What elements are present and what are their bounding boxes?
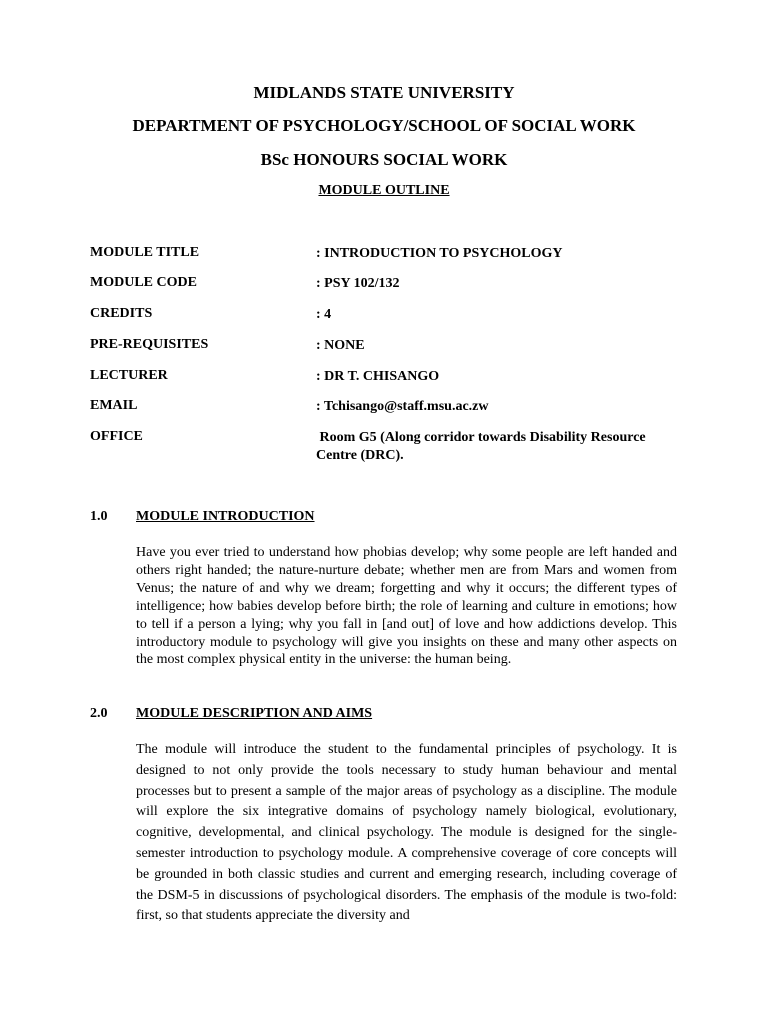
info-value: Room G5 (Along corridor towards Disability Resource Centre (DRC). [316, 430, 650, 463]
section-body-introduction: Have you ever tried to understand how phobias develop; why some people are left handed and others right handed; the nature-nurture debate; whether men are from Mars and women from Venus; the nature of and why we dream; forgetting and why it occurs; the different types of intelligence; how babies develop before birth; the role of learning and culture in emotions; how to tell if a person a lying; why you fall in [and out] of love and how addictions develop. This introductory module to psychology will give you insights on these and many other aspects on the most complex physical entity in the universe: the human being. [136, 545, 677, 668]
section-number: 1.0 [90, 509, 108, 524]
info-label: MODULE TITLE [90, 245, 200, 260]
department-title: DEPARTMENT OF PSYCHOLOGY/SCHOOL OF SOCIAL WORK [132, 116, 636, 135]
section-body-description: The module will introduce the student to the fundamental principles of psychology. It is designed to not only provide the tools necessary to study human behaviour and mental processes but to present a sample of the major areas of psychology as a discipline. The module will explore the six integrative domains of psychology namely biological, evolutionary, cognitive, developmental, and clinical psychology. The module is designed for the single-semester introduction to psychology module. A comprehensive coverage of core concepts will be grounded in both classic studies and current and emerging research, including coverage of the DSM-5 in discussions of psychological disorders. The emphasis of the module is two-fold: first, so that students appreciate the diversity and [136, 742, 677, 924]
info-label: OFFICE [90, 429, 143, 444]
university-title: MIDLANDS STATE UNIVERSITY [253, 83, 515, 102]
info-label: MODULE CODE [90, 275, 197, 290]
info-label: PRE-REQUISITES [90, 337, 209, 352]
section-title: MODULE DESCRIPTION AND AIMS [136, 706, 373, 721]
info-value-email[interactable]: : Tchisango@staff.msu.ac.zw [316, 399, 489, 414]
section-title: MODULE INTRODUCTION [136, 509, 315, 524]
info-value: : INTRODUCTION TO PSYCHOLOGY [316, 246, 563, 261]
programme-title: BSc HONOURS SOCIAL WORK [260, 150, 508, 169]
info-value: : PSY 102/132 [316, 276, 400, 291]
info-label: LECTURER [90, 368, 168, 383]
document-type-heading: MODULE OUTLINE [318, 183, 450, 198]
info-value: : NONE [316, 338, 365, 353]
info-label: CREDITS [90, 306, 153, 321]
info-value: : DR T. CHISANGO [316, 369, 440, 384]
info-value: : 4 [316, 307, 332, 322]
info-label: EMAIL [90, 398, 138, 413]
section-number: 2.0 [90, 706, 108, 721]
